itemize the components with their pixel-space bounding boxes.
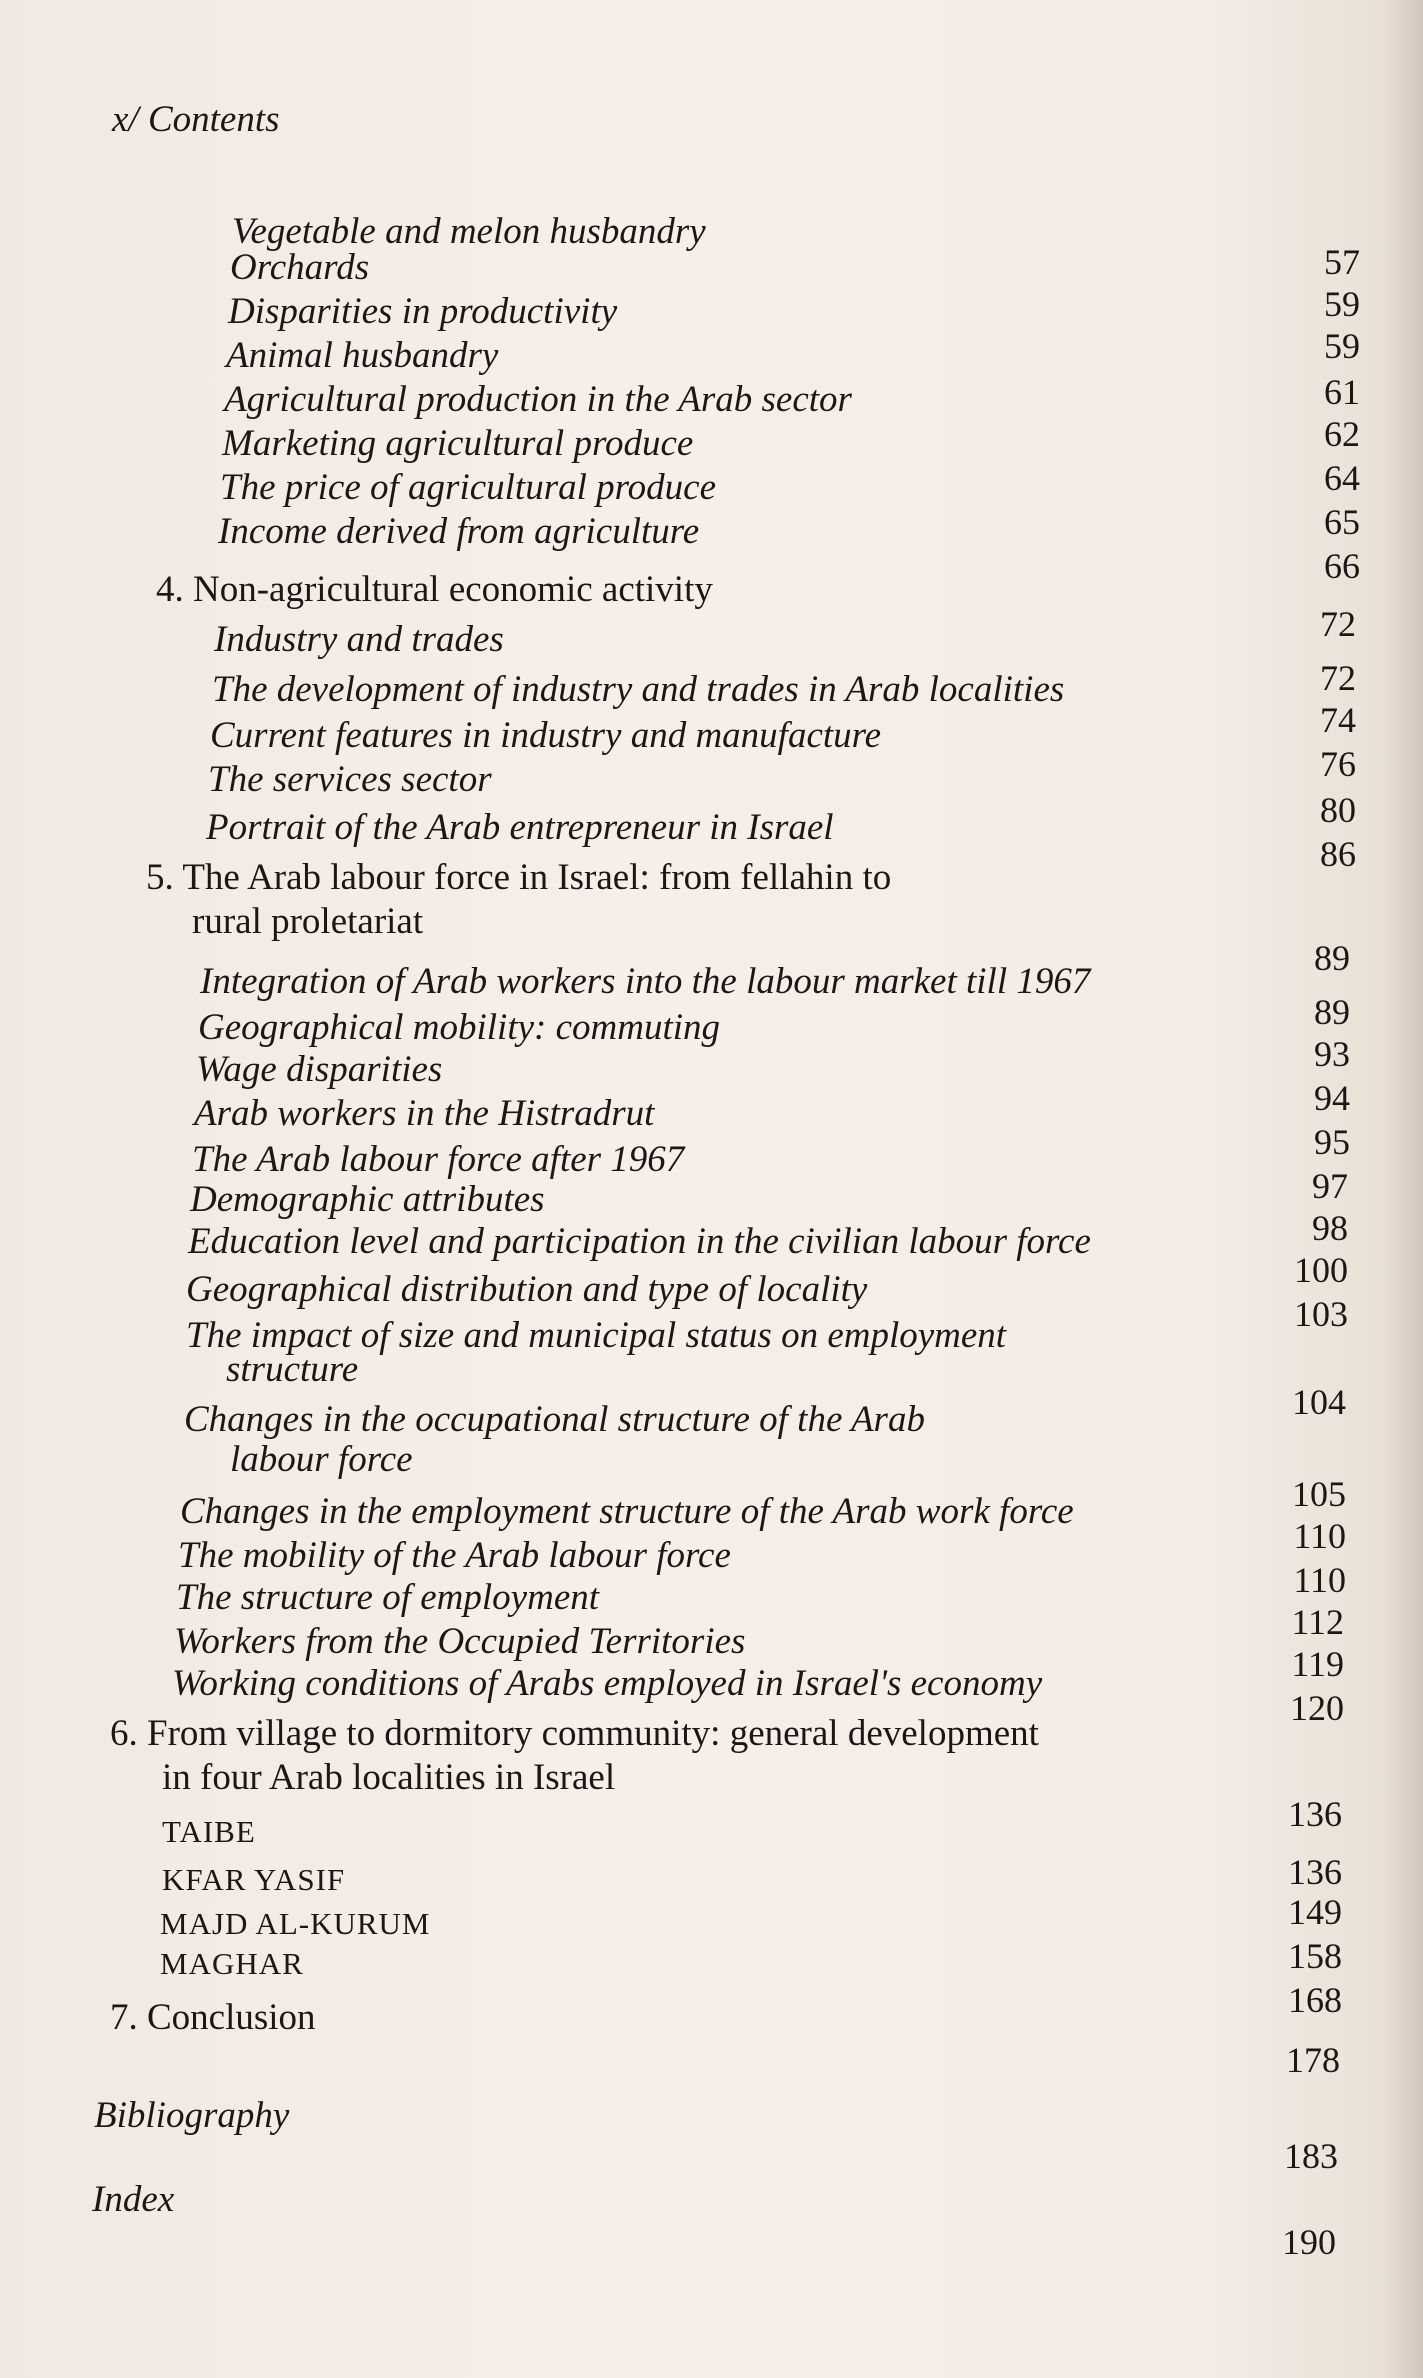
page-number: 104 bbox=[1292, 1382, 1346, 1422]
toc-line: Changes in the occupational structure of the Arab bbox=[184, 1399, 925, 1440]
toc-line: Animal husbandry bbox=[226, 335, 499, 376]
page-number: 178 bbox=[1286, 2040, 1340, 2080]
locality-entry: MAGHAR bbox=[160, 1946, 304, 1981]
page-number: 95 bbox=[1314, 1122, 1350, 1162]
page-number: 59 bbox=[1324, 326, 1360, 366]
chapter-title: 6. From village to dormitory community: general development bbox=[110, 1713, 1039, 1754]
chapter-title: 5. The Arab labour force in Israel: from fellahin to bbox=[146, 857, 892, 898]
page-number: 72 bbox=[1320, 658, 1356, 698]
toc-line: Portrait of the Arab entrepreneur in Israel bbox=[206, 807, 834, 848]
page-number: 158 bbox=[1288, 1936, 1342, 1976]
page-number: 103 bbox=[1294, 1294, 1348, 1334]
toc-line: Vegetable and melon husbandry bbox=[232, 211, 706, 252]
locality-entry: TAIBE bbox=[162, 1814, 256, 1849]
toc-line-cont: labour force bbox=[230, 1439, 413, 1480]
page-number: 136 bbox=[1288, 1852, 1342, 1892]
page-number: 98 bbox=[1312, 1208, 1348, 1248]
page-number: 86 bbox=[1320, 834, 1356, 874]
page-number: 72 bbox=[1320, 604, 1356, 644]
toc-line: The structure of employment bbox=[176, 1577, 600, 1618]
toc-line: Workers from the Occupied Territories bbox=[174, 1621, 746, 1662]
page-number: 110 bbox=[1293, 1560, 1346, 1600]
toc-line-cont: structure bbox=[226, 1349, 359, 1390]
page-number: 59 bbox=[1324, 284, 1360, 324]
page-number: 62 bbox=[1324, 414, 1360, 454]
chapter-title: 4. Non-agricultural economic activity bbox=[156, 569, 713, 610]
toc-line: Current features in industry and manufacture bbox=[210, 715, 882, 756]
toc-line: The services sector bbox=[208, 759, 492, 800]
page-number: 80 bbox=[1320, 790, 1356, 830]
page-number: 136 bbox=[1288, 1794, 1342, 1834]
toc-line: Agricultural production in the Arab sector bbox=[224, 379, 852, 420]
page-number: 57 bbox=[1324, 242, 1360, 282]
page-number: 74 bbox=[1320, 700, 1356, 740]
page-number: 93 bbox=[1314, 1034, 1350, 1074]
chapter-title-cont: in four Arab localities in Israel bbox=[162, 1757, 616, 1798]
toc-line: Marketing agricultural produce bbox=[222, 423, 694, 464]
toc-line: The Arab labour force after 1967 bbox=[192, 1139, 685, 1180]
toc-line: The development of industry and trades in Arab localities bbox=[212, 669, 1065, 710]
toc-line: Income derived from agriculture bbox=[218, 511, 700, 552]
page-number: 119 bbox=[1291, 1644, 1344, 1684]
page-number: 190 bbox=[1282, 2222, 1336, 2262]
toc-line: Arab workers in the Histradrut bbox=[194, 1093, 655, 1134]
page-number: 100 bbox=[1294, 1250, 1348, 1290]
chapter-title-cont: rural proletariat bbox=[192, 901, 424, 942]
toc-line: Geographical mobility: commuting bbox=[198, 1007, 721, 1048]
page-number: 183 bbox=[1284, 2136, 1338, 2176]
back-matter-title: Index bbox=[92, 2179, 175, 2220]
page-number: 110 bbox=[1293, 1516, 1346, 1556]
toc-line: Disparities in productivity bbox=[228, 291, 618, 332]
page-number: 105 bbox=[1292, 1474, 1346, 1514]
page-number: 64 bbox=[1324, 458, 1360, 498]
page-number: 120 bbox=[1290, 1688, 1344, 1728]
page-number: 61 bbox=[1324, 372, 1360, 412]
toc-line: Industry and trades bbox=[214, 619, 504, 660]
locality-entry: MAJD AL-KURUM bbox=[160, 1906, 431, 1941]
toc-line: Changes in the employment structure of the Arab work force bbox=[180, 1491, 1074, 1532]
toc-line: The price of agricultural produce bbox=[220, 467, 717, 508]
toc-line: Orchards bbox=[230, 247, 370, 288]
chapter-title: 7. Conclusion bbox=[110, 1997, 316, 2038]
page-number: 89 bbox=[1314, 938, 1350, 978]
toc-line: Demographic attributes bbox=[190, 1179, 545, 1220]
locality-entry: KFAR YASIF bbox=[162, 1862, 346, 1897]
toc-line: The impact of size and municipal status on employment bbox=[186, 1315, 1007, 1356]
toc-line: Integration of Arab workers into the labour market till 1967 bbox=[200, 961, 1091, 1002]
page-number: 94 bbox=[1314, 1078, 1350, 1118]
toc-line: Education level and participation in the civilian labour force bbox=[188, 1221, 1091, 1262]
page-number: 97 bbox=[1312, 1166, 1348, 1206]
toc-line: Working conditions of Arabs employed in Israel's economy bbox=[172, 1663, 1043, 1704]
toc-line: The mobility of the Arab labour force bbox=[178, 1535, 731, 1576]
back-matter-title: Bibliography bbox=[94, 2095, 290, 2136]
page-number: 89 bbox=[1314, 992, 1350, 1032]
toc-line: Wage disparities bbox=[196, 1049, 443, 1090]
page-number: 65 bbox=[1324, 502, 1360, 542]
toc-line: Geographical distribution and type of locality bbox=[186, 1269, 868, 1310]
page-number: 112 bbox=[1291, 1602, 1344, 1642]
page-number: 66 bbox=[1324, 546, 1360, 586]
page-number: 149 bbox=[1288, 1892, 1342, 1932]
page-number: 76 bbox=[1320, 744, 1356, 784]
page-number: 168 bbox=[1288, 1980, 1342, 2020]
running-head: x/ Contents bbox=[112, 99, 280, 140]
page-gutter-shadow bbox=[1383, 0, 1423, 2378]
